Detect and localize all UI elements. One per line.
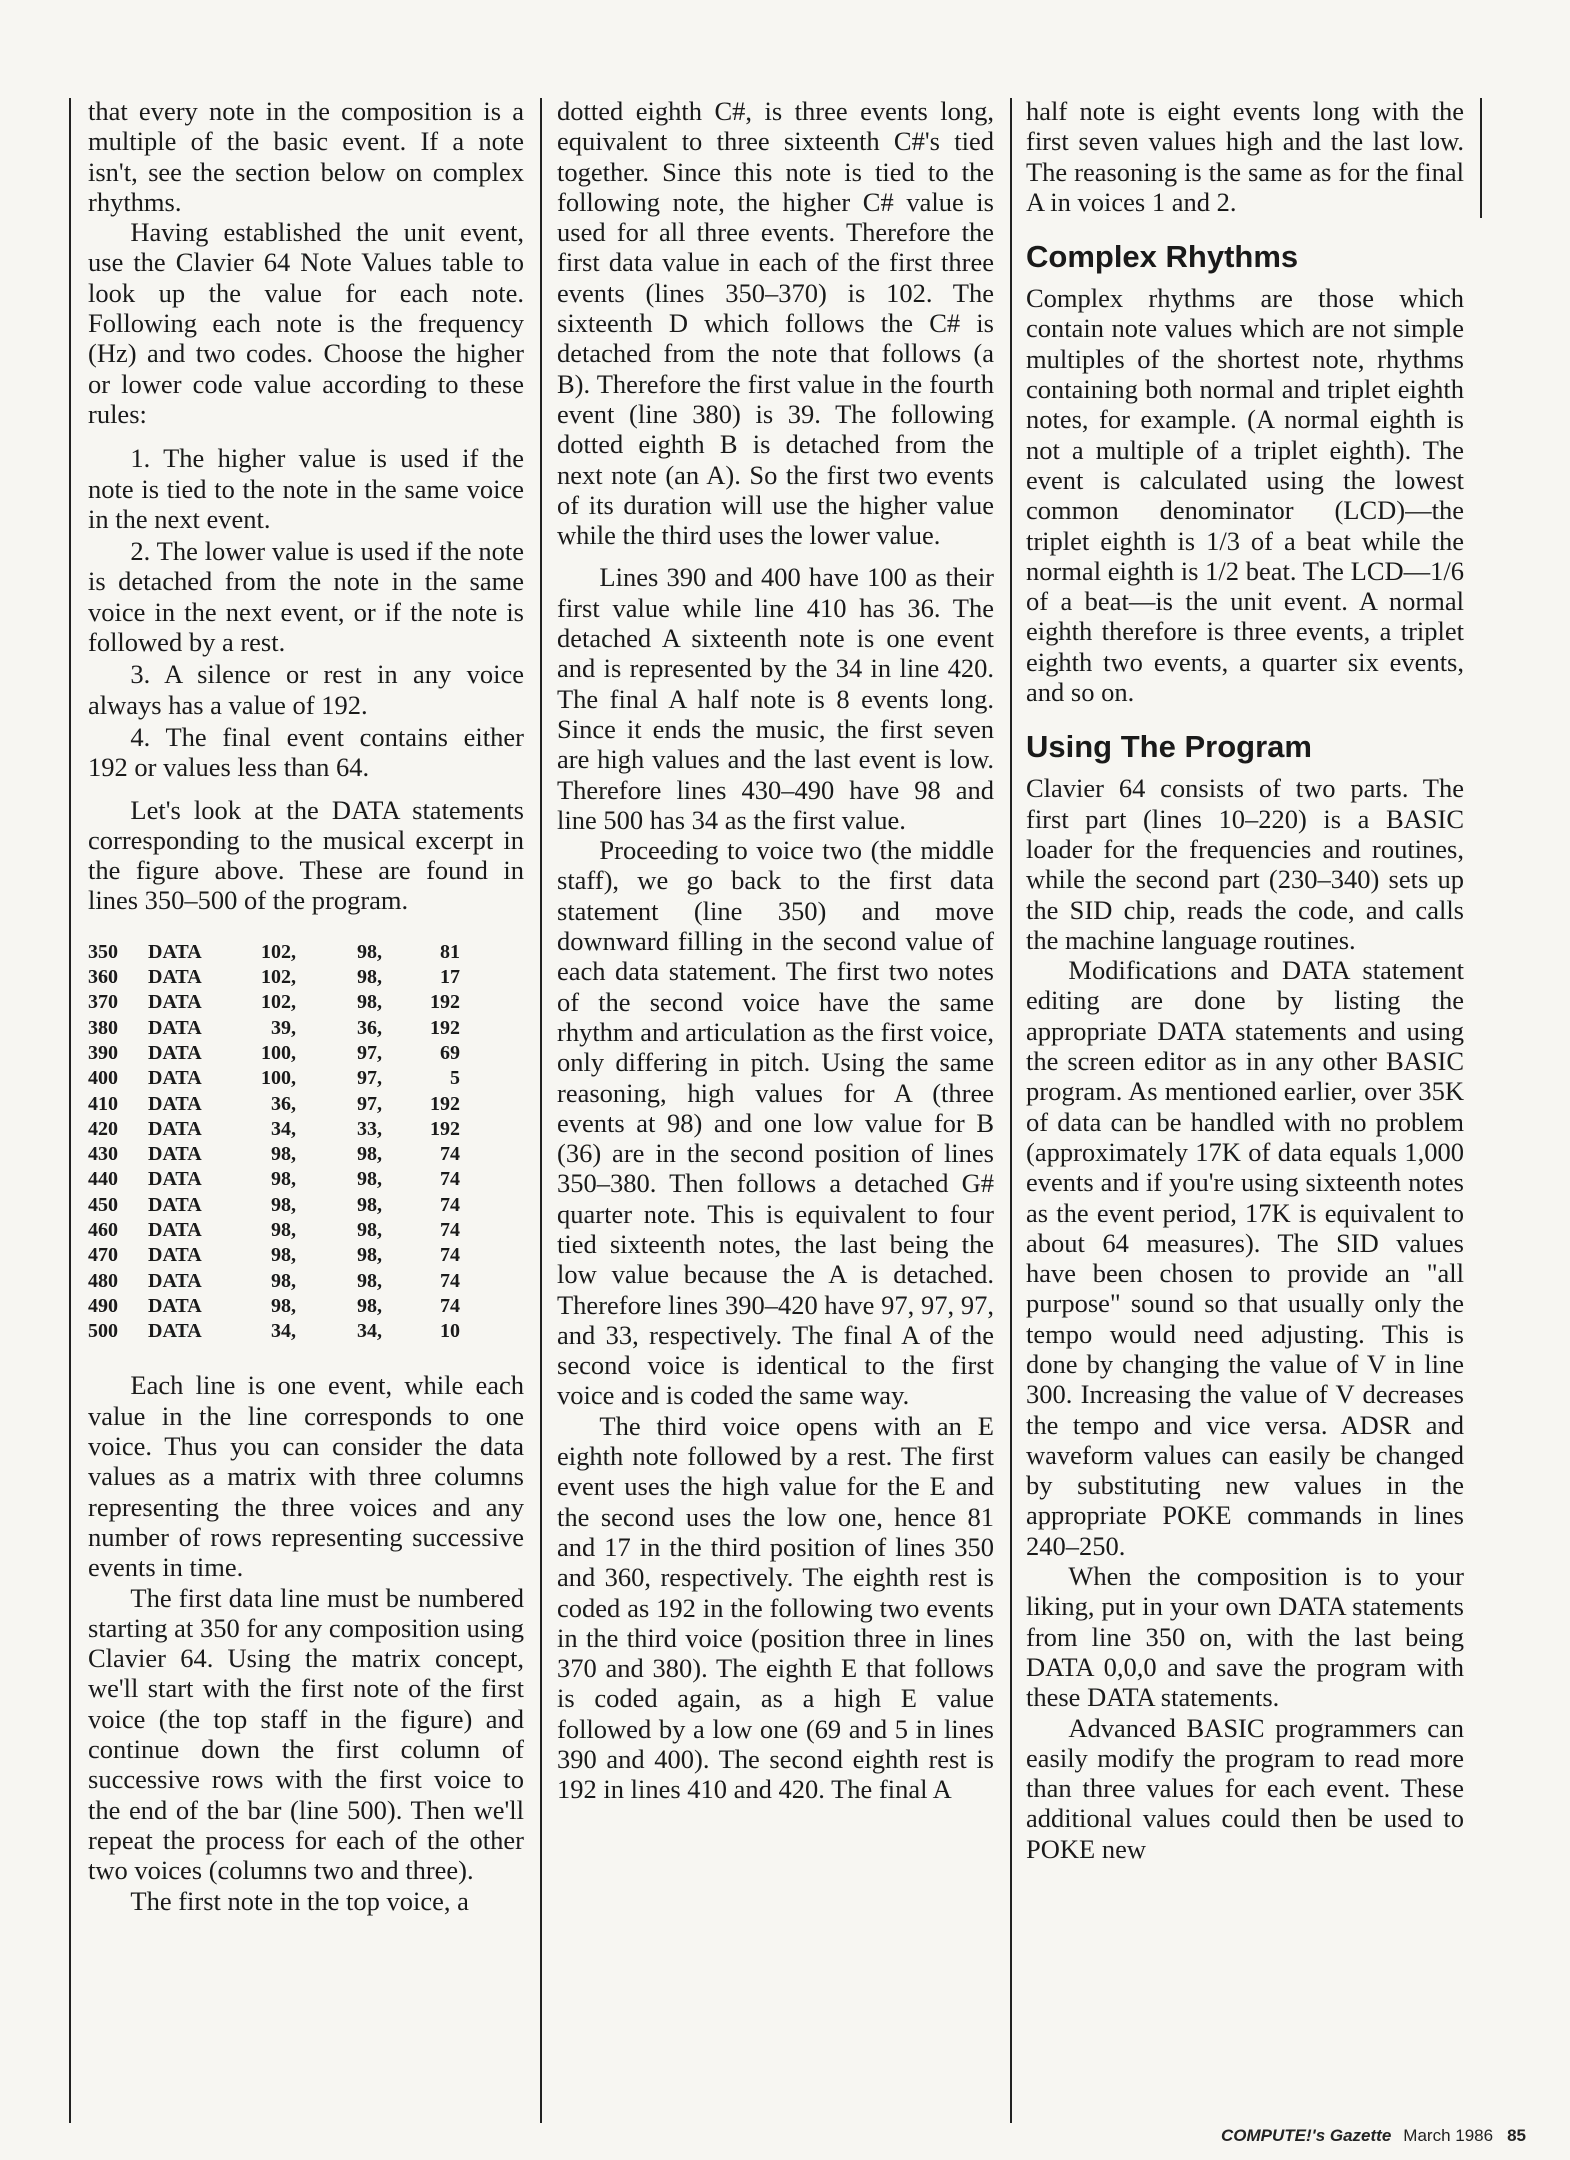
column-2 [557,96,994,1805]
data-row [88,990,460,1015]
data-keyword: DATA [148,1016,202,1039]
data-keyword: DATA [148,1117,202,1140]
voice-3-value: 81 [440,940,460,963]
issue-date: March 1986 [1403,2126,1494,2145]
data-keyword: DATA [148,991,202,1014]
heading-using-the-program: Using The Program [1026,729,1312,765]
data-line-number: 420 [88,1117,118,1140]
data-keyword: DATA [148,1143,202,1166]
data-line-number: 350 [88,940,118,963]
rules-list [88,443,524,782]
data-keyword: DATA [148,1193,202,1216]
voice-1-value: 98, [271,1143,296,1166]
voice-1-value: 39, [271,1016,296,1039]
voice-2-value: 97, [357,1067,382,1090]
voice-1-value: 102, [261,991,296,1014]
voice-2-value: 98, [357,1269,382,1292]
col2-paragraph-1: dotted eighth C#, is three events long, equivalent to three sixteenth C#'s tied together. Since this note is tied to the following note, the higher C# value is used for all three events. Therefore the first data value in each of the first three events (lines 350–370) is 102. The sixteenth D which follows the C# is detached from the note that follows (a B). Therefore the first value in the fourth event (line 380) is 39. The following dotted eighth B is detached from the next note (an A). So the first two events of its duration will use the higher value while the third uses the lower value. [557,96,994,551]
voice-2-value: 98, [357,940,382,963]
data-keyword: DATA [148,1269,202,1292]
voice-1-value: 34, [271,1320,296,1343]
data-line-number: 450 [88,1193,118,1216]
voice-1-value: 102, [261,940,296,963]
data-row [88,1243,460,1268]
col1-paragraph-6: The first note in the top voice, a [130,1885,469,1916]
voice-1-value: 98, [271,1168,296,1191]
voice-2-value: 98, [357,1168,382,1191]
voice-2-value: 36, [357,1016,382,1039]
voice-1-value: 102, [261,966,296,989]
column-rule-right [1480,98,1482,218]
voice-3-value: 10 [440,1320,460,1343]
page-footer [1221,2126,1526,2146]
col3-paragraph-4: Modifications and DATA statement editing are done by listing the appropriate DATA statements and using the screen editor as in any other BASIC program. As mentioned earlier, over 35K of data can be handled with no problem (approximately 17K of data equals 1,000 events and if you're using sixteenth notes as the event period, 17K is equivalent to about 64 measures). The SID values have been chosen to provide an "all purpose" sound so that usually only the tempo would need adjusting. This is done by changing the value of V in line 300. Increasing the value of V decreases the tempo and vice versa. ADSR and waveform values can easily be changed by substituting new values in the appropriate POKE commands in lines 240–250. [1026,955,1464,1561]
data-line-number: 380 [88,1016,118,1039]
voice-3-value: 192 [430,1092,460,1115]
data-row [88,1218,460,1243]
voice-3-value: 192 [430,991,460,1014]
data-keyword: DATA [148,1294,202,1317]
rule-item-4: 4. The final event contains either 192 or values less than 64. [88,721,524,783]
voice-2-value: 98, [357,1244,382,1267]
voice-3-value: 74 [440,1269,460,1292]
voice-1-value: 98, [271,1244,296,1267]
voice-2-value: 97, [357,1041,382,1064]
data-line-number: 460 [88,1218,118,1241]
data-line-number: 490 [88,1294,118,1317]
page-number: 85 [1507,2126,1526,2145]
voice-2-value: 34, [357,1320,382,1343]
data-line-number: 400 [88,1067,118,1090]
voice-2-value: 33, [357,1117,382,1140]
voice-2-value: 97, [357,1092,382,1115]
rule-item-2: 2. The lower value is used if the note is detached from the note in the same voice in the next event, or if the note is followed by a rest. [88,536,524,658]
magazine-name: COMPUTE!'s Gazette [1221,2126,1392,2145]
voice-3-value: 74 [440,1168,460,1191]
data-row [88,1193,460,1218]
voice-3-value: 74 [440,1218,460,1241]
voice-3-value: 74 [440,1143,460,1166]
voice-3-value: 5 [450,1067,460,1090]
data-line-number: 370 [88,991,118,1014]
voice-1-value: 34, [271,1117,296,1140]
data-line-number: 360 [88,966,118,989]
col3-paragraph-6: Advanced BASIC programmers can easily modify the program to read more than three values for each event. These additional values could then be used to POKE new [1026,1712,1464,1864]
column-1 [88,96,524,1916]
data-row [88,1319,460,1344]
data-row [88,1167,460,1192]
data-row [88,1269,460,1294]
voice-2-value: 98, [357,991,382,1014]
data-keyword: DATA [148,1041,202,1064]
voice-3-value: 192 [430,1016,460,1039]
col1-paragraph-3: Let's look at the DATA statements corresponding to the musical excerpt in the figure above. These are found in lines 350–500 of the program. [88,794,524,916]
col3-paragraph-2: Complex rhythms are those which contain note values which are not simple multiples of the shortest note, rhythms containing both normal and triplet eighth notes, for example. (A normal eighth is not a multiple of a triplet eighth). The event is calculated using the lowest common denominator (LCD)—the triplet eighth is 1/3 of a beat while the normal eighth is 1/2 beat. The LCD—1/6 of a beat—is the unit event. A normal eighth therefore is three events, a triplet eighth two events, a quarter six events, and so on. [1026,283,1464,708]
data-keyword: DATA [148,940,202,963]
voice-2-value: 98, [357,1143,382,1166]
voice-2-value: 98, [357,1218,382,1241]
voice-3-value: 69 [440,1041,460,1064]
data-row [88,965,460,990]
col3-paragraph-5: When the composition is to your liking, put in your own DATA statements from line 350 on, with the last being DATA 0,0,0 and save the program with these DATA statements. [1026,1561,1464,1713]
data-line-number: 500 [88,1320,118,1343]
voice-1-value: 100, [261,1041,296,1064]
voice-3-value: 74 [440,1244,460,1267]
column-rule-mid2 [1010,98,1012,2123]
data-keyword: DATA [148,1218,202,1241]
data-keyword: DATA [148,1244,202,1267]
col2-paragraph-4: The third voice opens with an E eighth note followed by a rest. The first event uses the high value for the E and the second uses the low one, hence 81 and 17 in the third position of lines 350 and 360, respectively. The eighth rest is coded as 192 in the following two events in the third voice (position three in lines 370 and 380). The eighth E that follows is coded again, as a high E value followed by a low one (69 and 5 in lines 390 and 400). The second eighth rest is 192 in lines 410 and 420. The final A [557,1410,994,1805]
data-keyword: DATA [148,966,202,989]
col3-paragraph-1: half note is eight events long with the first seven values high and the last low. The reasoning is the same as for the final A in voices 1 and 2. [1026,96,1464,217]
data-row [88,1016,460,1041]
data-row [88,1117,460,1142]
voice-1-value: 98, [271,1294,296,1317]
col1-paragraph-4: Each line is one event, while each value in the line corresponds to one voice. Thus you can consider the data values as a matrix with three columns representing the three voices and any number of rows representing successive events in time. [88,1370,524,1583]
voice-3-value: 74 [440,1193,460,1216]
voice-3-value: 192 [430,1117,460,1140]
data-line-number: 480 [88,1269,118,1292]
col1-paragraph-2: Having established the unit event, use the Clavier 64 Note Values table to look up the value for each note. Following each note is the frequency (Hz) and two codes. Choose the higher or lower code value according to these rules: [88,217,524,429]
col2-paragraph-2: Lines 390 and 400 have 100 as their first value while line 410 has 36. The detached A sixteenth note is one event and is represented by the 34 in line 420. The final A half note is 8 events long. Since it ends the music, the first seven are high values and the last event is low. Therefore lines 430–490 have 98 and line 500 has 34 as the first value. [557,562,994,835]
rule-item-3: 3. A silence or rest in any voice always has a value of 192. [88,659,524,720]
voice-3-value: 74 [440,1294,460,1317]
voice-1-value: 98, [271,1193,296,1216]
data-row [88,1142,460,1167]
col1-paragraph-1: that every note in the composition is a multiple of the basic event. If a note isn't, see the section below on complex rhythms. [88,96,524,217]
voice-2-value: 98, [357,1294,382,1317]
data-keyword: DATA [148,1320,202,1343]
data-row [88,1066,460,1091]
data-row [88,1041,460,1066]
data-keyword: DATA [148,1168,202,1191]
data-line-number: 390 [88,1041,118,1064]
voice-1-value: 98, [271,1269,296,1292]
col3-paragraph-3: Clavier 64 consists of two parts. The first part (lines 10–220) is a BASIC loader for the frequencies and routines, while the second part (230–340) sets up the SID chip, reads the code, and calls the machine language routines. [1026,773,1464,955]
voice-1-value: 100, [261,1067,296,1090]
rule-item-1: 1. The higher value is used if the note is tied to the note in the same voice in the next event. [88,443,524,534]
voice-3-value: 17 [440,966,460,989]
data-statements-table [88,940,460,1345]
data-line-number: 440 [88,1168,118,1191]
col1-paragraph-5: The first data line must be numbered starting at 350 for any composition using Clavier 64. Using the matrix concept, we'll start with the first note of the first voice (the top staff in the figure) and continue down the first column of successive rows with the first voice to the end of the bar (line 500). Then we'll repeat the process for each of the other two voices (columns two and three). [88,1582,524,1886]
data-line-number: 430 [88,1143,118,1166]
data-row [88,1294,460,1319]
data-keyword: DATA [148,1092,202,1115]
heading-complex-rhythms: Complex Rhythms [1026,239,1299,275]
voice-1-value: 98, [271,1218,296,1241]
col2-paragraph-3: Proceeding to voice two (the middle staff), we go back to the first data statement (line 350) and move downward filling in the second value of each data statement. The first two notes of the second voice have the same rhythm and articulation as the first voice, only differing in pitch. Using the same reasoning, high values for A (three events at 98) and one low value for B (36) are in the second position of lines 350–380. Then follows a detached G# quarter note. This is equivalent to four tied sixteenth notes, the last being the low value because the A is detached. Therefore lines 390–420 have 97, 97, 97, and 33, respectively. The final A of the second voice is identical to the first voice and is coded the same way. [557,835,994,1411]
data-row [88,1092,460,1117]
column-rule-mid1 [540,98,542,2123]
voice-1-value: 36, [271,1092,296,1115]
data-keyword: DATA [148,1067,202,1090]
voice-2-value: 98, [357,1193,382,1216]
voice-2-value: 98, [357,966,382,989]
column-rule-left [69,98,71,2123]
data-row [88,940,460,965]
data-line-number: 410 [88,1092,118,1115]
column-3 [1026,96,1464,1864]
data-line-number: 470 [88,1244,118,1267]
